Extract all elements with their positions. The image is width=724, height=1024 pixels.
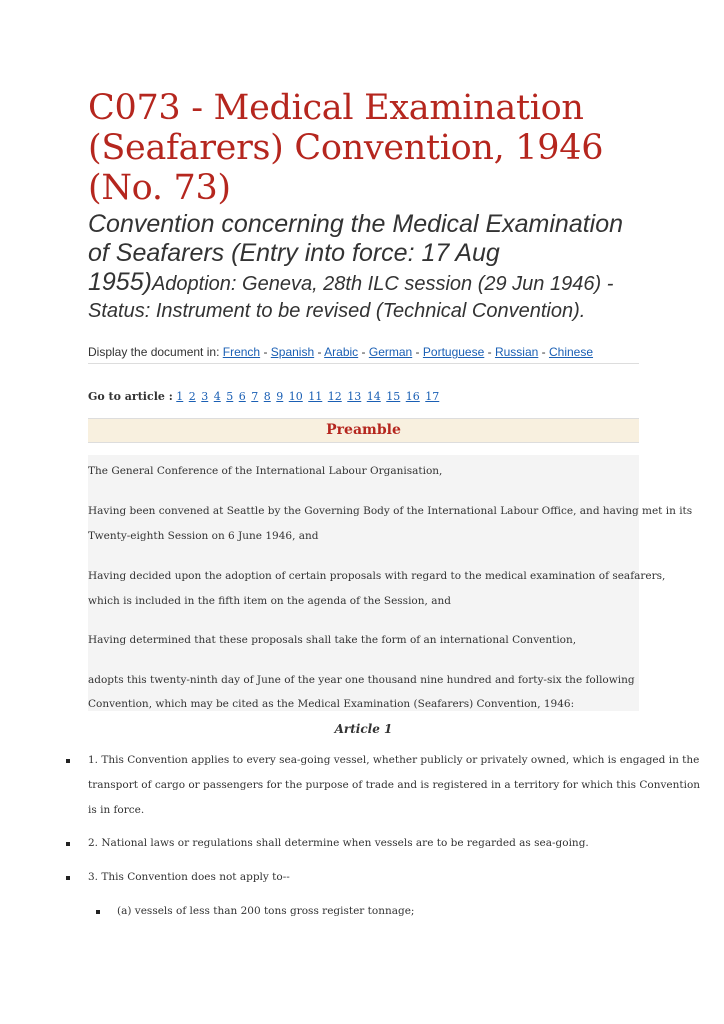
preamble-line: adopts this twenty-ninth day of June of the year one thousand nine hundred and forty-six the following — [88, 674, 635, 686]
adoption-text: Adoption: Geneva, 28th ILC session (29 Jun 1946) - — [151, 273, 614, 295]
article-link-14[interactable]: 14 — [366, 390, 381, 403]
article-line: 1. This Convention applies to every sea-going vessel, whether publicly or privately owned, which is engaged in the — [88, 754, 700, 766]
bullet-icon — [66, 876, 70, 880]
separator: - — [314, 345, 325, 359]
subtitle-line-3a: 1955) — [88, 268, 152, 296]
convention-subtitle — [88, 210, 648, 325]
language-link-chinese[interactable]: Chinese — [548, 345, 594, 359]
language-selector — [88, 345, 639, 364]
preamble-line: Twenty-eighth Session on 6 June 1946, and — [88, 530, 319, 542]
bullet-icon — [66, 842, 70, 846]
article-link-9[interactable]: 9 — [276, 390, 284, 403]
preamble-box — [88, 455, 639, 711]
article-link-8[interactable]: 8 — [263, 390, 271, 403]
article-link-17[interactable]: 17 — [425, 390, 440, 403]
preamble-line: Convention, which may be cited as the Medical Examination (Seafarers) Convention, 1946: — [88, 698, 575, 710]
article-link-16[interactable]: 16 — [405, 390, 420, 403]
title-line-2: (Seafarers) Convention, 1946 — [88, 128, 604, 168]
separator: - — [484, 345, 495, 359]
separator: - — [260, 345, 271, 359]
article-link-15[interactable]: 15 — [386, 390, 401, 403]
article-1-heading: Article 1 — [334, 722, 393, 736]
bullet-icon — [96, 910, 100, 914]
article-link-1[interactable]: 1 — [176, 390, 184, 403]
preamble-line: Having decided upon the adoption of certain proposals with regard to the medical examination of seafarers, — [88, 570, 666, 582]
article-link-12[interactable]: 12 — [327, 390, 342, 403]
article-line: 3. This Convention does not apply to-- — [88, 871, 290, 883]
separator: - — [538, 345, 549, 359]
article-link-3[interactable]: 3 — [201, 390, 209, 403]
title-line-3: (No. 73) — [88, 168, 231, 208]
language-label: Display the document in: — [88, 345, 220, 359]
article-line: 2. National laws or regulations shall determine when vessels are to be regarded as sea-going. — [88, 837, 589, 849]
title-line-1: C073 - Medical Examination — [88, 88, 584, 128]
language-link-french[interactable]: French — [222, 345, 261, 359]
article-link-6[interactable]: 6 — [238, 390, 246, 403]
status-text: Status: Instrument to be revised (Technical Convention). — [88, 300, 586, 322]
subtitle-line-1: Convention concerning the Medical Examination — [88, 210, 624, 238]
goto-label: Go to article : — [88, 390, 173, 403]
separator: - — [412, 345, 423, 359]
preamble-line: Having been convened at Seattle by the Governing Body of the International Labour Office, and having met in its — [88, 505, 693, 517]
subtitle-line-2: of Seafarers (Entry into force: 17 Aug — [88, 239, 500, 267]
language-link-arabic[interactable]: Arabic — [324, 345, 359, 359]
article-link-13[interactable]: 13 — [347, 390, 362, 403]
article-link-5[interactable]: 5 — [226, 390, 234, 403]
preamble-line: Having determined that these proposals shall take the form of an international Convention, — [88, 634, 577, 646]
article-link-7[interactable]: 7 — [251, 390, 259, 403]
preamble-heading: Preamble — [88, 418, 639, 443]
article-navigation — [88, 390, 441, 403]
language-link-spanish[interactable]: Spanish — [270, 345, 315, 359]
language-link-portuguese[interactable]: Portuguese — [422, 345, 485, 359]
language-link-russian[interactable]: Russian — [494, 345, 539, 359]
separator: - — [358, 345, 369, 359]
preamble-line: The General Conference of the International Labour Organisation, — [88, 465, 443, 477]
bullet-icon — [66, 759, 70, 763]
page-title — [88, 88, 648, 208]
preamble-line: which is included in the fifth item on the agenda of the Session, and — [88, 595, 451, 607]
article-link-11[interactable]: 11 — [308, 390, 323, 403]
article-line: transport of cargo or passengers for the purpose of trade and is registered in a territory for which this Convention — [88, 779, 701, 791]
article-line: (a) vessels of less than 200 tons gross register tonnage; — [117, 905, 415, 917]
article-link-2[interactable]: 2 — [188, 390, 196, 403]
article-line: is in force. — [88, 804, 145, 816]
language-link-german[interactable]: German — [368, 345, 413, 359]
article-link-10[interactable]: 10 — [288, 390, 303, 403]
article-link-4[interactable]: 4 — [213, 390, 221, 403]
